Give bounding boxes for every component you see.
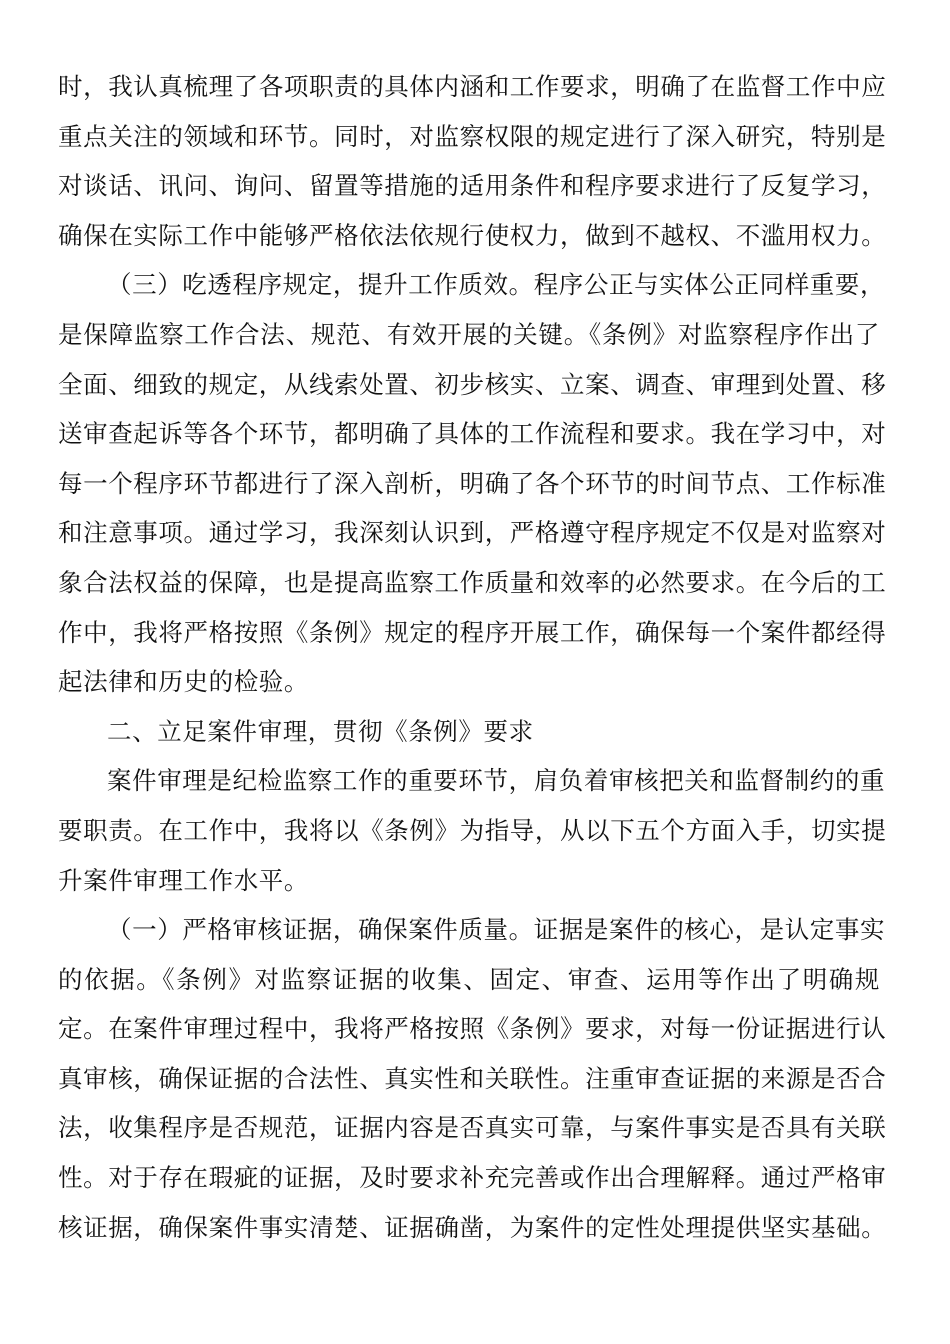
paragraph-evidence-review [58, 905, 887, 1252]
text-line: 重点关注的领域和环节。同时，对监察权限的规定进行了深入研究，特别是 [58, 121, 887, 151]
paragraph-procedure-rules [58, 260, 887, 706]
text-line: （三）吃透程序规定，提升工作质效。程序公正与实体公正同样重要， [107, 270, 886, 300]
text-line: 确保在实际工作中能够严格依法依规行使权力，做到不越权、不滥用权力。 [58, 220, 887, 250]
text-line: 案件审理是纪检监察工作的重要环节，肩负着审核把关和监督制约的重 [107, 766, 886, 796]
text-line: 真审核，确保证据的合法性、真实性和关联性。注重审查证据的来源是否合 [58, 1063, 887, 1093]
text-line: 法，收集程序是否规范，证据内容是否真实可靠，与案件事实是否具有关联 [58, 1113, 887, 1143]
text-line: 每一个程序环节都进行了深入剖析，明确了各个环节的时间节点、工作标准 [58, 468, 887, 498]
text-line: 象合法权益的保障，也是提高监察工作质量和效率的必然要求。在今后的工 [58, 567, 887, 597]
text-line: 和注意事项。通过学习，我深刻认识到，严格遵守程序规定不仅是对监察对 [58, 518, 887, 548]
text-line: 时，我认真梳理了各项职责的具体内涵和工作要求，明确了在监督工作中应 [58, 72, 887, 101]
text-line: 送审查起诉等各个环节，都明确了具体的工作流程和要求。我在学习中，对 [58, 419, 887, 449]
text-line: 的依据。《条例》对监察证据的收集、固定、审查、运用等作出了明确规 [58, 964, 880, 994]
text-line: 起法律和历史的检验。 [58, 667, 309, 697]
text-line: 全面、细致的规定，从线索处置、初步核实、立案、调查、审理到处置、移 [58, 369, 887, 399]
document-page [58, 62, 887, 1252]
text-line: 升案件审理工作水平。 [58, 865, 309, 895]
text-line: 对谈话、讯问、询问、留置等措施的适用条件和程序要求进行了反复学习， [58, 171, 887, 201]
paragraph-case-review-intro [58, 756, 887, 905]
text-line: （一）严格审核证据，确保案件质量。证据是案件的核心，是认定事实 [107, 915, 886, 945]
text-line: 是保障监察工作合法、规范、有效开展的关键。《条例》对监察程序作出了 [58, 319, 880, 349]
section-heading-text: 二、立足案件审理，贯彻《条例》要求 [107, 716, 534, 746]
text-line: 作中，我将严格按照《条例》规定的程序开展工作，确保每一个案件都经得 [58, 617, 887, 647]
section-heading [58, 707, 880, 757]
text-line: 性。对于存在瑕疵的证据，及时要求补充完善或作出合理解释。通过严格审 [58, 1163, 887, 1193]
text-line: 核证据，确保案件事实清楚、证据确凿，为案件的定性处理提供坚实基础。 [58, 1212, 887, 1242]
text-line: 要职责。在工作中，我将以《条例》为指导，从以下五个方面入手，切实提 [58, 815, 887, 845]
text-line: 定。在案件审理过程中，我将严格按照《条例》要求，对每一份证据进行认 [58, 1014, 887, 1044]
paragraph-duty-review [58, 62, 887, 260]
